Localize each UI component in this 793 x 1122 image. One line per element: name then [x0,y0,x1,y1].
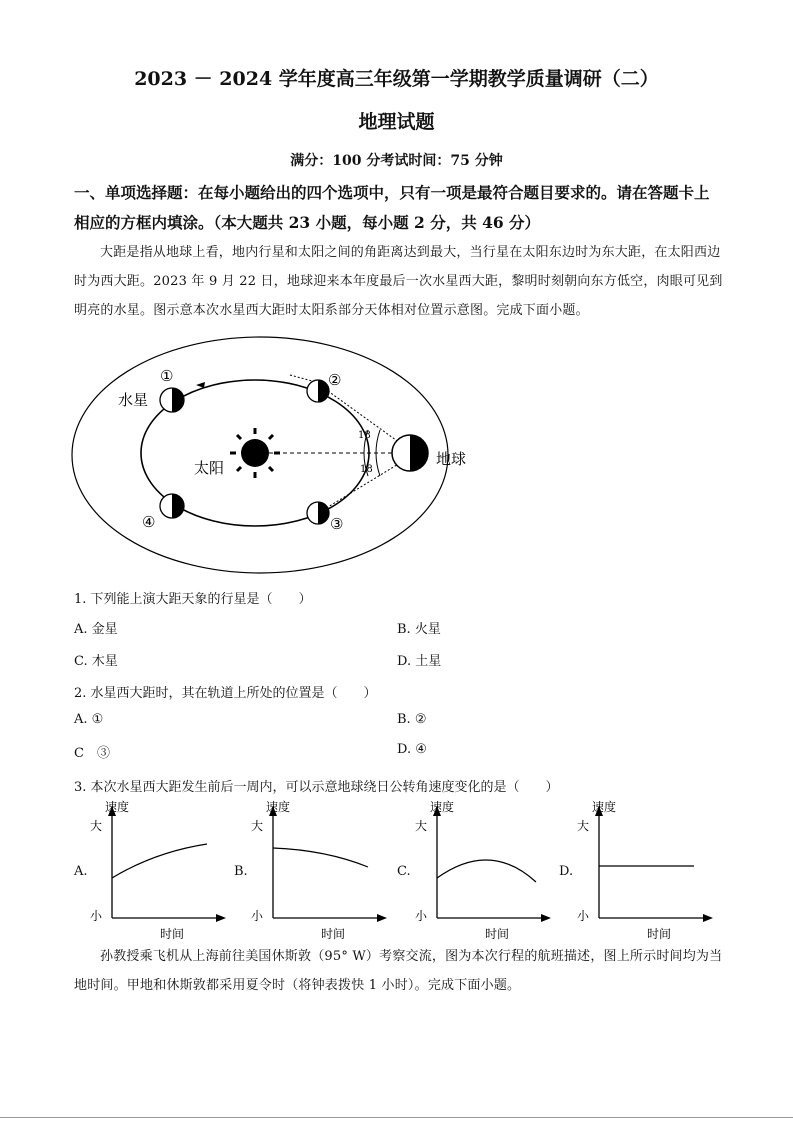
graph-c-xlabel: 时间 [485,927,510,941]
question-2-stem: 2. 水星西大距时，其在轨道上所处的位置是（ ） [74,686,377,701]
graph-c-curve [437,860,536,882]
graph-a-xlabel: 时间 [160,927,185,941]
mercury-position-4 [160,494,184,518]
solar-system-diagram [60,330,480,580]
q2-option-a[interactable]: A. ① [74,712,104,727]
mercury-position-3 [307,502,329,524]
graph-c-ylabel: 速度 [430,800,455,814]
q3-option-c[interactable]: C. [397,864,411,879]
subject-title: 地理试题 [358,111,435,133]
page-bottom-divider [0,1117,793,1118]
intro-paragraph-2: 孙教授乘飞机从上海前往美国休斯敦（95° W）考察交流，图为本次行程的航班描述，图上所示时间均为当地时间。甲地和休斯敦都采用夏令时（将钟表拨快 1 小时）。完成下面小题。 [74,949,723,993]
graph-c-low: 小 [415,909,428,923]
question-1-stem: 1. 下列能上演大距天象的行星是（ ） [74,592,312,607]
graph-b-low: 小 [251,909,264,923]
q1-option-d[interactable]: D. 土星 [397,654,442,669]
graph-c-high: 大 [415,819,428,833]
graph-b-ylabel: 速度 [266,800,291,814]
mercury-position-2 [307,380,329,402]
q2-option-d[interactable]: D. ④ [397,742,427,757]
graph-b-xlabel: 时间 [321,927,346,941]
graph-b [246,800,396,945]
graph-b-curve [273,848,368,867]
graph-d-low: 小 [577,909,590,923]
q2-option-c[interactable]: C ③ [74,746,110,761]
mercury-position-1 [160,388,184,412]
graph-a-curve [112,844,207,878]
graph-d [572,800,722,945]
intro-paragraph: 大距是指从地球上看，地内行星和太阳之间的角距离达到最大，当行星在太阳东边时为东大距，在太阳西边时为西大距。2023 年 9 月 22 日，地球迎来本年度最后一次水星西大距，黎明时刻朝向东方低空，肉眼可见到明亮的水星。图示意本次水星西大距时太阳系部分天体相对位置示意图。完成下面小题。 [74,245,723,318]
graph-a [85,800,235,945]
earth-icon [392,435,428,471]
position-1-label: ① [160,367,174,385]
graph-c [410,800,560,945]
graph-b-high: 大 [251,819,264,833]
q3-option-d[interactable]: D. [559,864,574,879]
angle-bottom-label: 18 [360,464,373,475]
position-2-label: ② [328,371,342,389]
position-3-label: ③ [330,515,344,533]
q1-option-a[interactable]: A. 金星 [74,622,118,637]
angle-top-label: 18 [358,430,371,441]
q1-option-b[interactable]: B. 火星 [397,622,441,637]
exam-meta: 满分：100 分考试时间：75 分钟 [290,153,503,169]
q1-option-c[interactable]: C. 木星 [74,654,118,669]
graph-d-high: 大 [577,819,590,833]
sun-label: 太阳 [194,459,225,477]
graph-a-ylabel: 速度 [105,800,130,814]
position-4-label: ④ [142,513,156,531]
question-3-stem: 3. 本次水星西大距发生前后一周内，可以示意地球绕日公转角速度变化的是（ ） [74,780,559,795]
graph-a-low: 小 [90,909,103,923]
graph-a-high: 大 [90,819,103,833]
q3-option-b[interactable]: B. [234,864,248,879]
section-heading: 一、单项选择题：在每小题给出的四个选项中，只有一项是最符合题目要求的。请在答题卡上相应的方框内填涂。（本大题共 23 小题，每小题 2 分，共 46 分） [74,183,710,232]
sight-line-extend [290,375,316,382]
orbit-direction-arrow [196,382,205,388]
graph-d-xlabel: 时间 [647,927,672,941]
graph-d-ylabel: 速度 [592,800,617,814]
q2-option-b[interactable]: B. ② [397,712,427,727]
mercury-label: 水星 [118,391,149,409]
q3-option-a[interactable]: A. [74,864,88,879]
exam-title: 2023 － 2024 学年度高三年级第一学期教学质量调研（二） [134,68,659,90]
earth-label: 地球 [436,450,467,468]
